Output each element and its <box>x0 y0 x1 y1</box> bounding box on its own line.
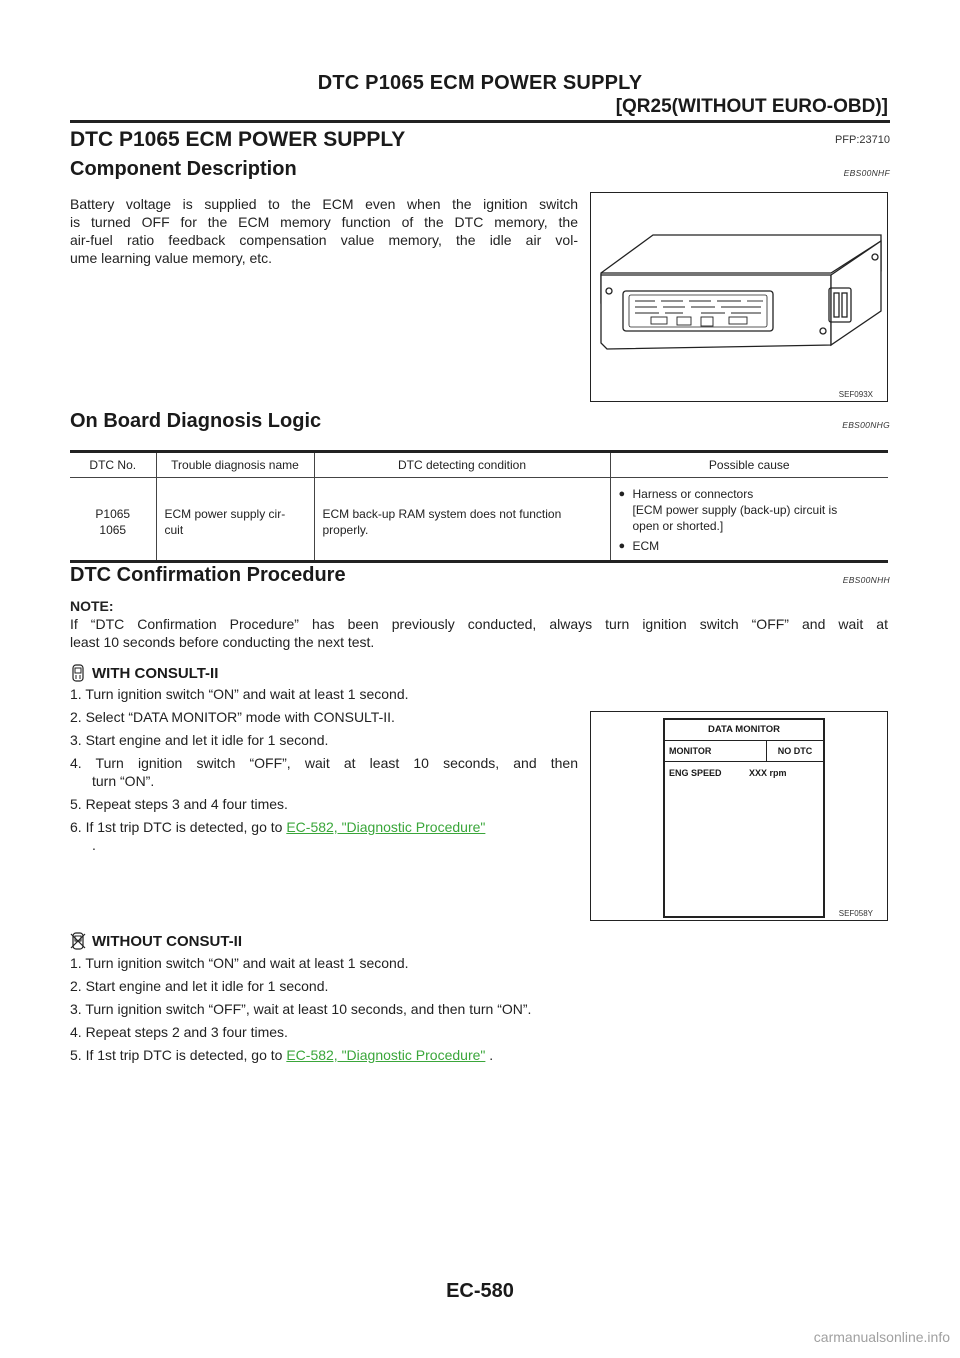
screen-data-row <box>665 762 823 778</box>
no-tester-icon <box>70 932 86 950</box>
trouble-name-line: ECM power supply cir- <box>164 507 286 521</box>
obd-logic-code: EBS00NHG <box>842 420 890 430</box>
component-description-heading: Component Description <box>70 158 297 180</box>
condition-line: properly. <box>322 523 369 537</box>
component-line: Battery voltage is supplied to the ECM even when the ignition switch <box>70 196 578 212</box>
step-item: 1. Turn ignition switch “ON” and wait at least 1 second. <box>70 955 409 971</box>
note-text <box>70 615 888 651</box>
confirmation-heading: DTC Confirmation Procedure <box>70 564 346 586</box>
col-header-trouble-name: Trouble diagnosis name <box>156 452 314 478</box>
note-label: NOTE: <box>70 598 114 614</box>
screen-col-no-dtc: NO DTC <box>766 741 823 761</box>
with-consult-heading <box>70 664 218 682</box>
dtc-code-num: 1065 <box>99 523 127 537</box>
without-consult-label: WITHOUT CONSUT-II <box>92 932 242 950</box>
cell-trouble-name <box>156 478 314 562</box>
step-item: 2. Start engine and let it idle for 1 second. <box>70 978 329 994</box>
step-item: 2. Select “DATA MONITOR” mode with CONSULT-II. <box>70 709 395 725</box>
screen-title: DATA MONITOR <box>665 720 823 741</box>
step-item: 3. Turn ignition switch “OFF”, wait at least 10 seconds, and then turn “ON”. <box>70 1001 532 1017</box>
cause-line: Harness or connectors <box>632 487 754 501</box>
section-code: PFP:23710 <box>834 134 890 146</box>
step-item: 3. Start engine and let it idle for 1 second. <box>70 732 329 748</box>
cause-item <box>619 486 881 534</box>
screen-header-row <box>665 741 823 762</box>
consult-screen <box>663 718 825 918</box>
ecm-figure <box>590 192 888 402</box>
without-consult-steps <box>70 955 888 1075</box>
step-item <box>70 819 485 835</box>
cell-condition <box>314 478 610 562</box>
screen-col-monitor: MONITOR <box>669 746 712 756</box>
trouble-name-line: cuit <box>164 523 184 537</box>
step-item: 5. Repeat steps 3 and 4 four times. <box>70 796 288 812</box>
component-line: ume learning value memory, etc. <box>70 250 273 266</box>
consult-tester-icon <box>70 664 86 682</box>
with-consult-steps <box>70 686 578 853</box>
bullet-icon: ● <box>618 540 626 552</box>
cause-item <box>619 538 881 554</box>
step-item-continued: turn “ON”. <box>92 773 155 789</box>
data-monitor-figure-label: SEF058Y <box>838 909 873 918</box>
dtc-code-p: P1065 <box>95 507 131 521</box>
ecm-unit-illustration <box>591 193 887 401</box>
step-tail: . <box>92 837 96 853</box>
component-description-text <box>70 195 578 267</box>
step-item: 1. Turn ignition switch “ON” and wait at least 1 second. <box>70 686 409 702</box>
dtc-table <box>70 450 888 563</box>
note-line: least 10 seconds before conducting the next test. <box>70 634 375 650</box>
step-item: 4. Repeat steps 2 and 3 four times. <box>70 1024 288 1040</box>
cell-possible-cause <box>610 478 888 562</box>
table-row <box>70 478 888 562</box>
table-header-row <box>70 452 888 478</box>
running-header-subtitle: [QR25(WITHOUT EURO-OBD)] <box>615 96 888 117</box>
without-consult-heading <box>70 932 242 950</box>
component-description-code: EBS00NHF <box>843 168 890 178</box>
header-rule <box>70 120 890 123</box>
note-line: If “DTC Confirmation Procedure” has been previously conducted, always turn ignition switch “OFF” and wait at <box>70 616 888 632</box>
confirmation-code: EBS00NHH <box>842 575 890 585</box>
step-item <box>70 1047 493 1063</box>
data-monitor-figure <box>590 711 888 921</box>
site-watermark: carmanualsonline.info <box>813 1329 950 1345</box>
step-item: 4. Turn ignition switch “OFF”, wait at least 10 seconds, and then <box>70 755 578 771</box>
obd-logic-heading: On Board Diagnosis Logic <box>70 410 322 432</box>
diagnostic-procedure-link[interactable]: EC-582, "Diagnostic Procedure" <box>286 819 486 835</box>
condition-line: ECM back-up RAM system does not function <box>322 507 562 521</box>
component-line: is turned OFF for the ECM memory function of the DTC memory, the <box>70 214 578 230</box>
bullet-icon: ● <box>618 488 626 500</box>
section-title: DTC P1065 ECM POWER SUPPLY <box>70 128 406 151</box>
screen-item-eng-speed: ENG SPEED <box>669 768 722 778</box>
cell-dtc-no <box>70 478 156 562</box>
step-text: 6. If 1st trip DTC is detected, go to <box>70 819 287 835</box>
with-consult-label: WITH CONSULT-II <box>92 664 219 682</box>
component-line: air-fuel ratio feedback compensation value memory, the idle air vol- <box>70 232 578 248</box>
step-tail: . <box>485 1047 494 1063</box>
diagnostic-procedure-link[interactable]: EC-582, "Diagnostic Procedure" <box>286 1047 486 1063</box>
cause-line: ECM <box>632 539 660 553</box>
screen-value: XXX rpm <box>749 768 787 778</box>
page-number: EC-580 <box>446 1280 514 1302</box>
cause-line: open or shorted.] <box>632 519 724 533</box>
col-header-possible-cause: Possible cause <box>610 452 888 478</box>
col-header-dtc-no: DTC No. <box>70 452 156 478</box>
col-header-condition: DTC detecting condition <box>314 452 610 478</box>
running-header-title: DTC P1065 ECM POWER SUPPLY <box>317 72 643 94</box>
ecm-figure-label: SEF093X <box>838 390 873 399</box>
step-text: 5. If 1st trip DTC is detected, go to <box>70 1047 287 1063</box>
cause-line: [ECM power supply (back-up) circuit is <box>632 503 838 517</box>
